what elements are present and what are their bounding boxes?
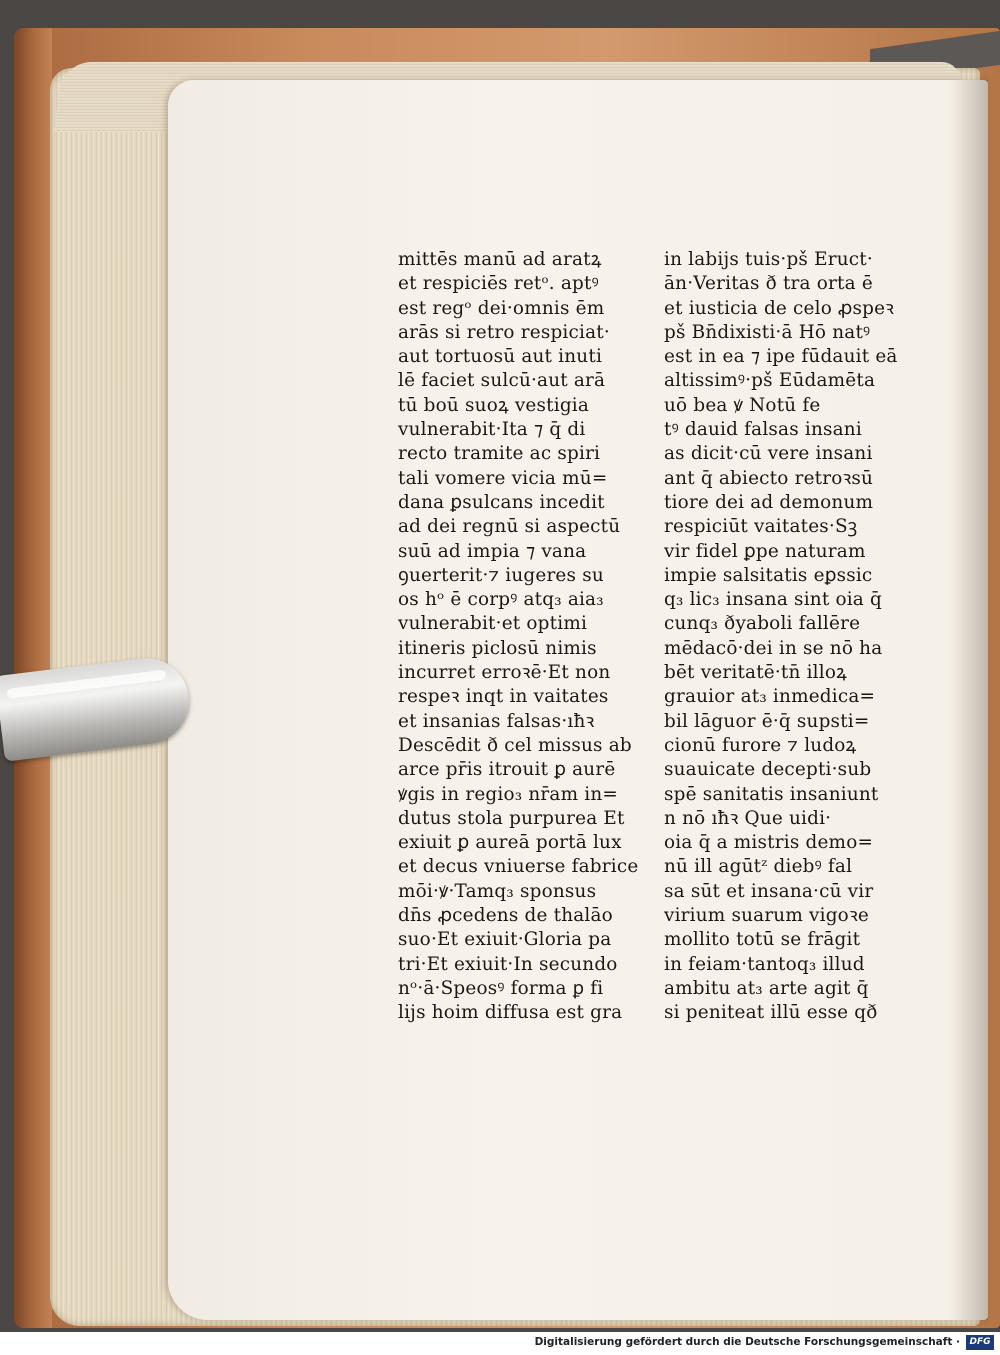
text-line: dutus stola purpurea Et [398, 807, 625, 829]
text-line: vir fidel ꝑpe naturam [664, 540, 866, 562]
text-line: tri·Et exiuit·In secundo [398, 953, 618, 975]
incunabula-page [168, 80, 988, 1320]
text-line: in labijs tuis·pš Eruct· [664, 249, 873, 270]
text-line: et insanias falsas·ıħꝛ [398, 710, 595, 732]
footer-bar [0, 1332, 1000, 1355]
text-line: incurret erroꝛē·Et non [398, 662, 611, 684]
text-line: et iusticia de celo ꝓspeꝛ [664, 297, 895, 319]
text-line: dana ꝑsulcans incedit [398, 491, 605, 513]
text-line: lē faciet sulcū·aut arā [398, 370, 606, 392]
text-line: os hᵒ ē corpꝰ atq₃ aia₃ [398, 589, 604, 611]
text-line: Descēdit ð cel missus ab [398, 734, 632, 756]
text-line: nᵒ·ā·Speosꝰ forma ꝑ fi [398, 977, 604, 999]
text-line: et decus vniuerse fabrice [398, 856, 639, 878]
text-line: n nō ıħꝛ Que uidi· [664, 807, 832, 829]
page-gutter [950, 80, 988, 1320]
text-column-left [398, 248, 638, 1026]
text-line: mittēs manū ad aratꝝ [398, 249, 602, 270]
page-holder-highlight [6, 669, 166, 698]
text-line: grauior at₃ inmedica= [664, 686, 876, 708]
text-line: mēdacō·dei in se nō ha [664, 637, 883, 659]
text-line: exiuit ꝑ aureā portā lux [398, 832, 622, 854]
text-line: bil lāguor ē·q̄ supsti= [664, 710, 870, 732]
text-line: bēt veritatē·tn̄ illoꝝ [664, 662, 847, 684]
text-line: tiore dei ad demonum [664, 491, 874, 513]
text-line: virium suarum vigoꝛe [664, 905, 869, 927]
text-line: suū ad impia ⁊ vana [398, 540, 587, 562]
text-line: tū boū suoꝝ vestigia [398, 394, 590, 416]
text-line: est in ea ⁊ ipe fūdauit eā [664, 346, 898, 368]
text-line: ad dei regnū si aspectū [398, 516, 621, 538]
text-line: tꝰ dauid falsas insani [664, 419, 862, 441]
text-line: as dicit·cū vere insani [664, 443, 873, 465]
text-line: vulnerabit·et optimi [398, 613, 588, 635]
text-line: arās si retro respiciat· [398, 321, 610, 343]
text-line: altissimꝰ·pš Eūdamēta [664, 370, 876, 392]
text-column-right [664, 248, 898, 1026]
text-line: arce pr̄is itrouit ꝑ aurē [398, 759, 616, 781]
text-line: sa sūt et insana·cū vir [664, 880, 874, 902]
text-line: uō bea ꝟ Notū fe [664, 394, 821, 416]
text-line: itineris piclosū nimis [398, 637, 597, 659]
text-line: vulnerabit·Ita ⁊ q̄ di [398, 419, 586, 441]
text-line: tali vomere vicia mū= [398, 467, 608, 489]
text-line: nū ill agūtᶻ diebꝰ fal [664, 856, 853, 878]
text-line: ꝟgis in regio₃ nr̄am in= [398, 783, 618, 805]
text-line: cionū furore ⁊ ludoꝝ [664, 734, 857, 756]
text-line: mollito totū se frāgit [664, 929, 861, 951]
text-line: in feiam·tantoq₃ illud [664, 953, 865, 975]
text-line: ān·Veritas ð tra orta ē [664, 273, 873, 295]
text-line: ambitu at₃ arte agit q̄ [664, 977, 869, 999]
text-line: recto tramite ac spiri [398, 443, 601, 465]
text-line: est regᵒ dei·omnis ēm [398, 297, 605, 319]
text-line: et respiciēs retᵒ. aptꝰ [398, 273, 599, 295]
text-line: pš Bn̄dixisti·ā Hō natꝰ [664, 321, 871, 343]
text-line: suauicate decepti·sub [664, 759, 872, 781]
text-line: respiciūt vaitates·Sꝫ [664, 516, 858, 538]
text-line: impie salsitatis eꝑssic [664, 564, 873, 586]
text-line: dn̄s ꝓcedens de thalāo [398, 905, 613, 927]
text-line: respeꝛ inqt in vaitates [398, 686, 609, 708]
text-line: ꝯuerterit·⁊ iugeres su [398, 564, 604, 586]
text-line: aut tortuosū aut inuti [398, 346, 603, 368]
text-line: mōi·ꝟ·Tamq₃ sponsus [398, 880, 597, 902]
dfg-logo: DFG [966, 1335, 994, 1350]
funding-credit: Digitalisierung gefördert durch die Deutsche Forschungsgemeinschaft · [534, 1336, 960, 1348]
text-line: cunq₃ ðyaboli fallēre [664, 613, 861, 635]
text-line: lijs hoim diffusa est gra [398, 1002, 623, 1024]
text-line: spē sanitatis insaniunt [664, 783, 879, 805]
text-line: suo·Et exiuit·Gloria pa [398, 929, 612, 951]
text-line: si peniteat illū esse qð [664, 1002, 878, 1024]
text-line: ant q̄ abiecto retroꝛsū [664, 467, 874, 489]
text-line: oia q̄ a mistris demo= [664, 832, 874, 854]
text-line: q₃ lic₃ insana sint oia q̄ [664, 589, 882, 611]
